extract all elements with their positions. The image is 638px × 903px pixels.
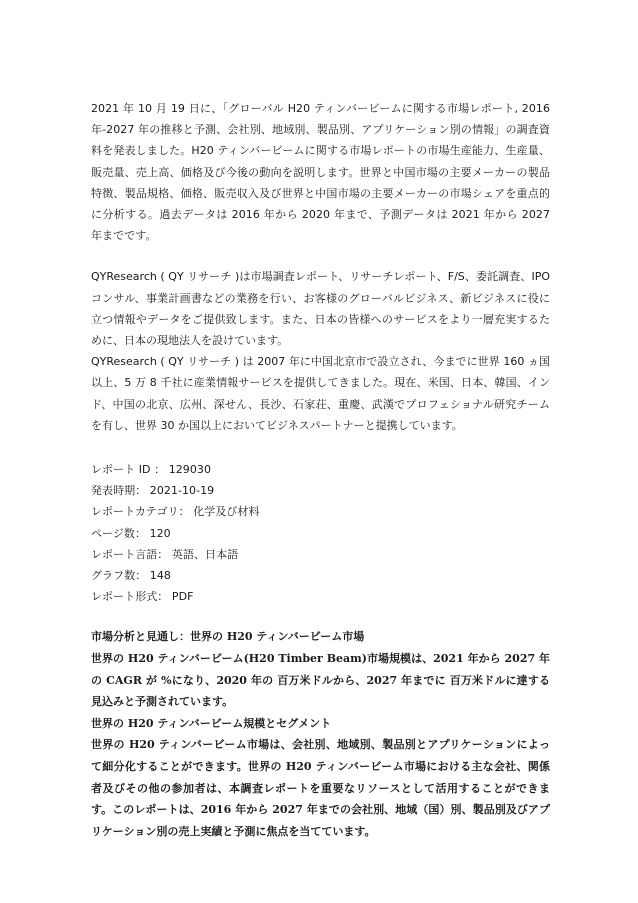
company-paragraph-1: QYResearch ( QY リサーチ )は市場調査レポート、リサーチレポート、F/S、委託調査、IPO コンサル、事業計画書などの業務を行い、お客様のグローバルビジネス、新ビジネスに役に立つ情報やデータをご提供致します。また、日本の皆様へのサービスをより一層充実するために、日本の現地法人を設けています。 [91, 270, 550, 348]
analysis-paragraph-1: 世界の H20 ティンバービーム(H20 Timber Beam)市場規模は、2021 年から 2027 年の CAGR が %になり、2020 年の 百万米ドルから、2027 年までに 百万米ドルに達する見込みと予測されています。 [91, 652, 550, 709]
report-published-date: 発表時期： 2021-10-19 [91, 484, 215, 498]
report-id: レポート ID ： 129030 [91, 463, 211, 477]
intro-paragraph: 2021 年 10 月 19 日に、「グローバル H20 ティンバービームに関する市場レポート, 2016 年-2027 年の推移と予測、会社別、地域別、製品別、アプリケーション別の情報」の調査資料を発表しました。H20 ティンバービームに関する市場レポートの市場生産能力、生産量、販売量、売上高、価格及び今後の動向を説明します。世界と中国市場の主要メーカーの製品特徴、製品規格、価格、販売収入及び世界と中国市場の主要メーカーの市場シェアを重点的に分析する。過去データは 2016 年から 2020 年まで、予測データは 2021 年から 2027 年までです。 [91, 102, 550, 243]
intro-section [91, 98, 550, 246]
analysis-paragraph-2: 世界の H20 ティンバービーム市場は、会社別、地域別、製品別とアプリケーションによって細分化することができます。世界の H20 ティンバービーム市場における主な会社、関係者及びその他の参加者は、本調査レポートを重要なリソースとして活用することができます。このレポートは、2016 年から 2027 年までの会社別、地域（国）別、製品別及びアプリケーション別の売上実績と予測に焦点を当てています。 [91, 738, 550, 838]
company-paragraph-2: QYResearch ( QY リサーチ ) は 2007 年に中国北京市で設立され、今までに世界 160 ヵ国以上、5 万 8 千社に産業情報サービスを提供してきました。現在、米国、日本、韓国、インド、中国の北京、広州、深せん、長沙、石家荘、重慶、武漢でプロフェショナル研究チームを有し、世界 30 か国以上においてビジネスパートナーと提携しています。 [91, 355, 550, 432]
report-format: レポート形式： PDF [91, 590, 194, 604]
report-language: レポート言語： 英語、日本語 [91, 547, 239, 561]
analysis-heading-1: 市場分析と見通し：世界の H20 ティンバービーム市場 [91, 630, 365, 644]
report-page-count: ページ数： 120 [91, 526, 171, 540]
analysis-section [91, 626, 550, 842]
report-info-section [91, 459, 550, 607]
company-section [91, 266, 550, 436]
analysis-heading-2: 世界の H20 ティンバービーム規模とセグメント [91, 716, 332, 730]
report-graph-count: グラフ数： 148 [91, 569, 171, 583]
report-category: レポートカテゴリ： 化学及び材料 [91, 505, 260, 519]
